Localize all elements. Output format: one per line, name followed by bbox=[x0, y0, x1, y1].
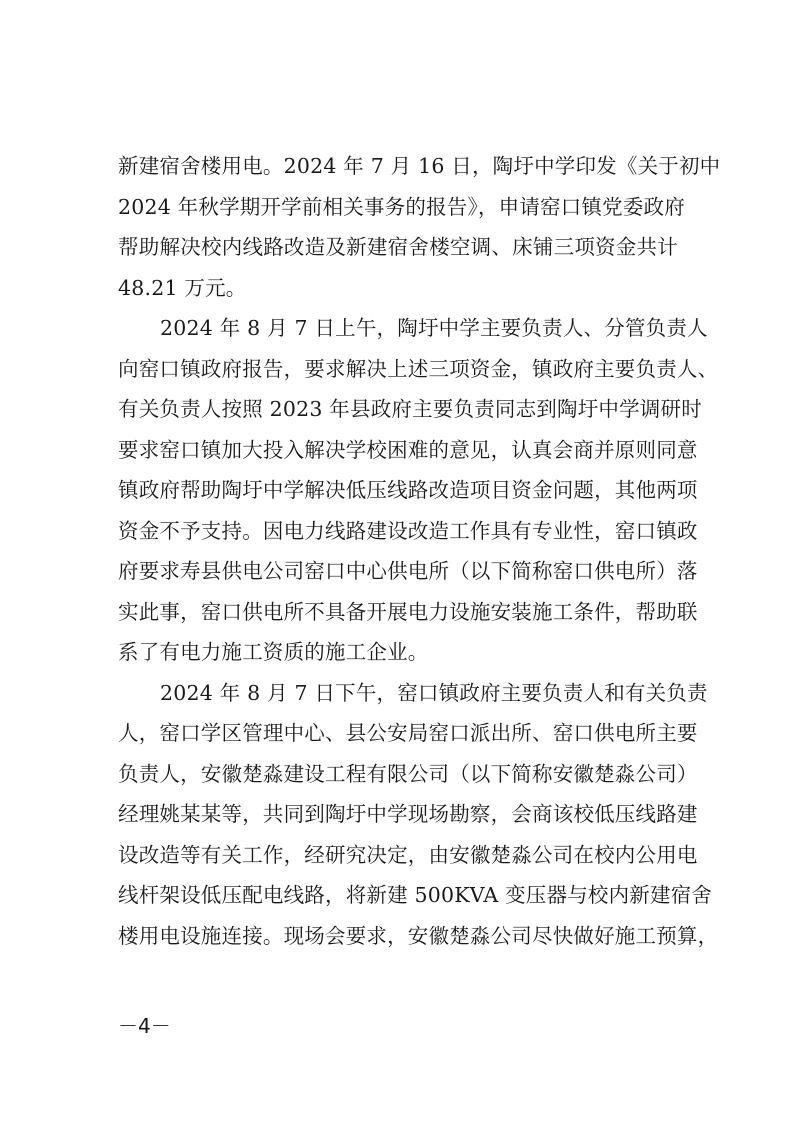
text-line: 实此事，窑口供电所不具备开展电力设施安装施工条件，帮助联 bbox=[118, 599, 698, 624]
body-text bbox=[118, 146, 721, 956]
paragraph-first-line: 2024 年 8 月 7 日下午，窑口镇政府主要负责人和有关负责 bbox=[160, 680, 708, 705]
text-line: 有关负责人按照 2023 年县政府主要负责同志到陶圩中学调研时 bbox=[118, 397, 702, 421]
text-line: 要求窑口镇加大投入解决学校困难的意见，认真会商并原则同意 bbox=[118, 437, 698, 462]
paragraph-first-line: 2024 年 8 月 7 日上午，陶圩中学主要负责人、分管负责人 bbox=[160, 316, 708, 340]
text-line: 2024 年秋学期开学前相关事务的报告》，申请窑口镇党委政府 bbox=[118, 194, 685, 219]
text-line: 设改造等有关工作，经研究决定，由安徽楚淼公司在校内公用电 bbox=[118, 842, 698, 867]
text-line: 人，窑口学区管理中心、县公安局窑口派出所、窑口供电所主要 bbox=[118, 721, 698, 745]
text-line: 资金不予支持。因电力线路建设改造工作具有专业性，窑口镇政 bbox=[118, 518, 698, 543]
text-line: 帮助解决校内线路改造及新建宿舍楼空调、床铺三项资金共计 bbox=[118, 235, 678, 259]
text-line: 系了有电力施工资质的施工企业。 bbox=[118, 640, 429, 664]
text-line: 负责人，安徽楚淼建设工程有限公司（以下简称安徽楚淼公司） bbox=[118, 761, 698, 786]
text-line: 向窑口镇政府报告，要求解决上述三项资金，镇政府主要负责人、 bbox=[118, 356, 719, 381]
text-line: 新建宿舍楼用电。2024 年 7 月 16 日，陶圩中学印发《关于初中 bbox=[118, 154, 721, 178]
text-line: 经理姚某某等，共同到陶圩中学现场勘察，会商该校低压线路建 bbox=[118, 802, 698, 826]
page-number: －4－ bbox=[118, 1014, 171, 1038]
text-line: 线杆架设低压配电线路，将新建 500KVA 变压器与校内新建宿舍 bbox=[118, 883, 713, 907]
text-line: 楼用电设施连接。现场会要求，安徽楚淼公司尽快做好施工预算， bbox=[118, 923, 719, 948]
text-line: 镇政府帮助陶圩中学解决低压线路改造项目资金问题，其他两项 bbox=[118, 478, 698, 502]
text-line: 府要求寿县供电公司窑口中心供电所（以下简称窑口供电所）落 bbox=[118, 559, 698, 583]
text-line: 48.21 万元。 bbox=[118, 275, 247, 300]
